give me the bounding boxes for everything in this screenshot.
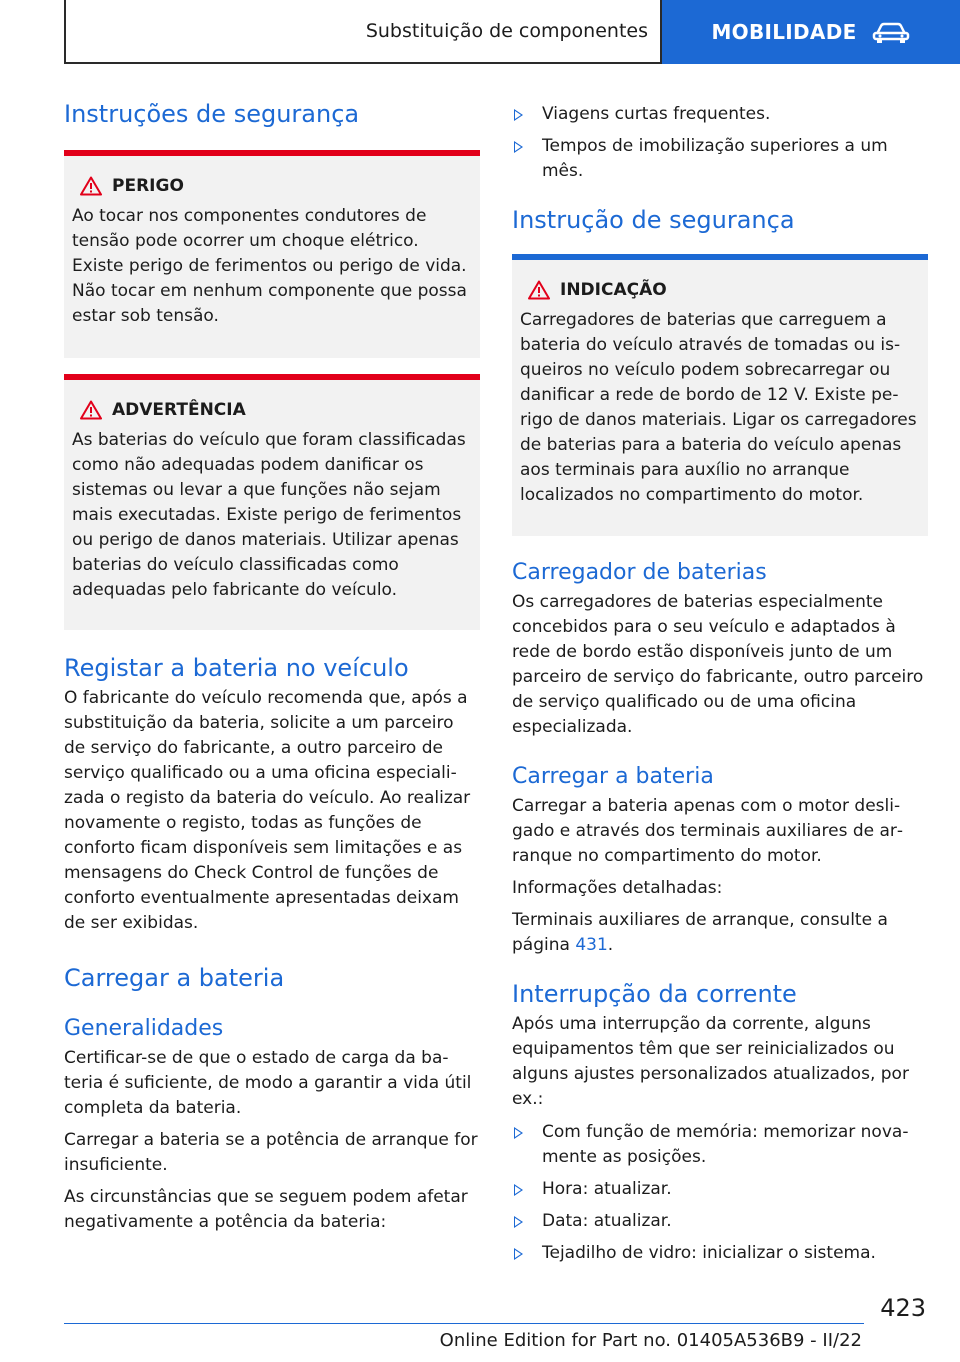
- power-interruption-text: Após uma interrupção da corrente, alguns equipamentos têm que ser reinicializados ou alguns ajustes personalizados atualizados, por ex.:: [512, 1014, 909, 1109]
- battery-charger-title: Carregador de baterias: [512, 560, 767, 585]
- warning-text: As baterias do veículo que foram classificadas como não adequadas podem danificar os sistemas ou levar a que funções não sejam mais executadas. Existe perigo de ferimentos ou perigo de danos materiais. Utilizar apenas baterias do veículo classificadas como adequadas pelo fabricante do veículo.: [72, 430, 466, 600]
- warning-heading: [72, 396, 472, 424]
- note-label: INDICAÇÃO: [560, 280, 667, 300]
- list-item: Hora: atualizar.: [512, 1177, 928, 1202]
- left-column: [64, 92, 480, 1235]
- danger-box: [64, 156, 480, 358]
- page-link[interactable]: 431: [575, 935, 608, 955]
- right-column: [512, 92, 928, 1273]
- mobility-label: MOBILIDADE: [711, 20, 857, 44]
- warning-triangle-icon: [80, 176, 102, 196]
- warning-triangle-icon: [80, 400, 102, 420]
- general-paragraph-2: Carregar a bateria se a potência de arranque for insuficiente.: [64, 1130, 478, 1175]
- safety-instruction-title: Instrução de segurança: [512, 206, 795, 234]
- bullet-list-top: [512, 102, 928, 184]
- page-number: 423: [880, 1294, 926, 1322]
- danger-heading: [72, 172, 472, 200]
- note-heading: [520, 276, 920, 304]
- bullet-triangle-icon: [514, 141, 523, 153]
- danger-label: PERIGO: [112, 176, 184, 196]
- list-item: Data: atualizar.: [512, 1209, 928, 1234]
- page-header: [64, 0, 960, 64]
- bullet-triangle-icon: [514, 1127, 523, 1139]
- note-text: Carregadores de baterias que carreguem a bateria do veículo através de tomadas ou isqueiros no veículo podem sobrecarregar ou danificar a rede de bordo de 12 V. Existe perigo de danos materiais. Ligar os carregadores de baterias para a bateria do veículo apenas aos terminais para auxílio no arranque localizados no compartimento do motor.: [520, 310, 917, 505]
- note-box: [512, 260, 928, 536]
- battery-charger-text: Os carregadores de baterias especialmente concebidos para o seu veículo e adaptados à rede de bordo estão disponíveis junto de um parceiro de serviço do fabricante, outro parceiro de serviço qualificado ou de uma oficina especializada.: [512, 592, 924, 737]
- safety-instructions-title: Instruções de segurança: [64, 100, 360, 128]
- general-paragraph-3: As circunstâncias que se seguem podem afetar negativamente a potência da bateria:: [64, 1187, 468, 1232]
- bullet-triangle-icon: [514, 1216, 523, 1228]
- bullet-triangle-icon: [514, 1184, 523, 1196]
- details-text: Terminais auxiliares de arranque, consulte a página 431.: [512, 910, 888, 955]
- list-item: Tempos de imobilização superiores a um mês.: [512, 134, 928, 184]
- warning-triangle-icon: [528, 280, 550, 300]
- bullet-triangle-icon: [514, 1248, 523, 1260]
- footer-divider: [64, 1323, 864, 1324]
- list-item: Tejadilho de vidro: inicializar o sistema.: [512, 1241, 928, 1266]
- register-battery-text: O fabricante do veículo recomenda que, após a substituição da bateria, solicite a um parceiro de serviço do fabricante, a outro parceiro de serviço qualificado ou a uma oficina especializada o registo da bateria do veículo. Ao realizar novamente o registo, todas as funções de conforto ficam disponíveis sem limitações e as mensagens do Check Control de funções de conforto eventualmente apresentadas deixam de ser exibidas.: [64, 688, 471, 933]
- charge-battery-title: Carregar a bateria: [512, 764, 714, 789]
- charge-battery-title: Carregar a bateria: [64, 964, 285, 992]
- list-item: Viagens curtas frequentes.: [512, 102, 928, 127]
- car-icon: [871, 20, 911, 44]
- power-interruption-title: Interrupção da corrente: [512, 980, 797, 1008]
- charge-battery-text: Carregar a bateria apenas com o motor desligado e através dos terminais auxiliares de arranque no compartimento do motor.: [512, 796, 904, 866]
- warning-box: [64, 380, 480, 630]
- footer-edition: Online Edition for Part no. 01405A536B9 - II/22: [439, 1330, 862, 1351]
- section-title: Substituição de componentes: [64, 0, 662, 64]
- bullet-list-bottom: [512, 1120, 928, 1266]
- warning-label: ADVERTÊNCIA: [112, 400, 246, 420]
- register-battery-title: Registar a bateria no veículo: [64, 654, 409, 682]
- list-item: Com função de memória: memorizar novamente as posições.: [512, 1120, 928, 1170]
- bullet-triangle-icon: [514, 109, 523, 121]
- mobility-tab: [662, 0, 960, 64]
- danger-text: Ao tocar nos componentes condutores de tensão pode ocorrer um choque elétrico. Existe perigo de ferimentos ou perigo de vida. Não tocar em nenhum componente que possa estar sob tensão.: [72, 206, 467, 326]
- general-paragraph-1: Certificar-se de que o estado de carga da bateria é suficiente, de modo a garantir a vida útil completa da bateria.: [64, 1048, 472, 1118]
- general-title: Generalidades: [64, 1016, 224, 1041]
- details-label: Informações detalhadas:: [512, 878, 723, 898]
